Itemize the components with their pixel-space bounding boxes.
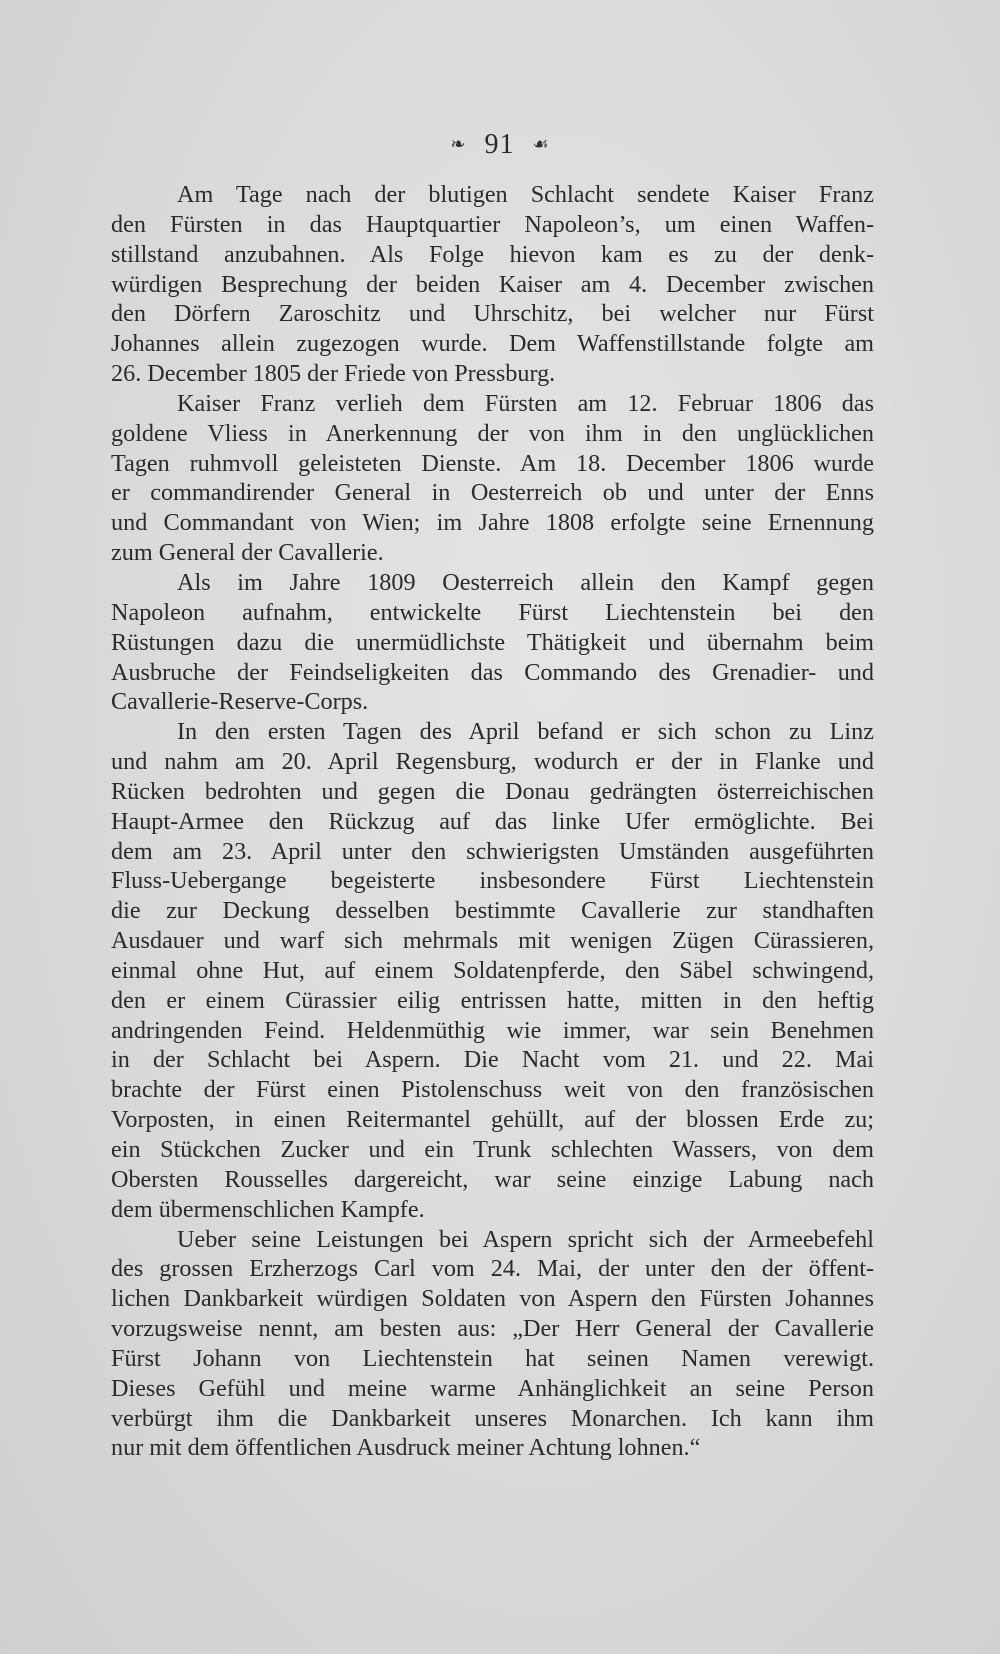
text-line: Am Tage nach der blutigen Schlacht sendete Kaiser Franz: [177, 181, 874, 208]
text-line: den Fürsten in das Hauptquartier Napoleon’s, um einen Waffen-: [111, 210, 874, 238]
text-line: Fürst Johann von Liechtenstein hat seinen Namen verewigt.: [111, 1344, 874, 1372]
text-line: brachte der Fürst einen Pistolenschuss weit von den französischen: [111, 1076, 874, 1104]
text-line: nur mit dem öffentlichen Ausdruck meiner Achtung lohnen.“: [111, 1434, 701, 1462]
text-line: den er einem Cürassier eilig entrissen hatte, mitten in den heftig: [111, 986, 874, 1014]
text-line: Napoleon aufnahm, entwickelte Fürst Liechtenstein bei den: [111, 598, 874, 626]
page-header: [0, 127, 1000, 161]
text-line: vorzugsweise nennt, am besten aus: „Der Herr General der Cavallerie: [111, 1315, 874, 1343]
text-line: des grossen Erzherzogs Carl vom 24. Mai, der unter den der öffent-: [111, 1255, 874, 1283]
text-line: dem am 23. April unter den schwierigsten Umständen ausgeführten: [111, 837, 874, 865]
text-line: andringenden Feind. Heldenmüthig wie immer, war sein Benehmen: [111, 1016, 874, 1044]
text-line: Rüstungen dazu die unermüdlichste Thätigkeit und übernahm beim: [111, 628, 874, 656]
text-line: In den ersten Tagen des April befand er sich schon zu Linz: [177, 718, 874, 746]
text-line: und Commandant von Wien; im Jahre 1808 erfolgte seine Ernennung: [111, 509, 874, 537]
text-line: goldene Vliess in Anerkennung der von ihm in den unglücklichen: [111, 419, 874, 447]
text-line: dem übermenschlichen Kampfe.: [111, 1195, 425, 1223]
text-line: lichen Dankbarkeit würdigen Soldaten von Aspern den Fürsten Johannes: [111, 1285, 874, 1313]
text-line: Tagen ruhmvoll geleisteten Dienste. Am 18. December 1806 wurde: [111, 449, 874, 477]
text-line: Haupt-Armee den Rückzug auf das linke Ufer ermöglichte. Bei: [111, 807, 874, 835]
text-line: Johannes allein zugezogen wurde. Dem Waffenstillstande folgte am: [111, 330, 874, 358]
page-number: 91: [484, 128, 515, 160]
text-line: Vorposten, in einen Reitermantel gehüllt, auf der blossen Erde zu;: [111, 1106, 874, 1134]
text-line: in der Schlacht bei Aspern. Die Nacht vom 21. und 22. Mai: [111, 1046, 874, 1074]
text-line: Ausbruche der Feindseligkeiten das Commando des Grenadier- und: [111, 658, 874, 686]
text-line: Dieses Gefühl und meine warme Anhänglichkeit an seine Person: [111, 1374, 874, 1402]
text-line: die zur Deckung desselben bestimmte Cavallerie zur standhaften: [111, 897, 874, 925]
text-line: einmal ohne Hut, auf einem Soldatenpferde, den Säbel schwingend,: [111, 956, 874, 984]
text-line: verbürgt ihm die Dankbarkeit unseres Monarchen. Ich kann ihm: [111, 1404, 874, 1432]
text-line: Fluss-Uebergange begeisterte insbesondere Fürst Liechtenstein: [111, 867, 874, 895]
right-ornament-icon: ☙: [532, 134, 550, 155]
text-line: ein Stückchen Zucker und ein Trunk schlechten Wassers, von dem: [111, 1136, 874, 1163]
text-line: 26. December 1805 der Friede von Pressburg.: [111, 360, 556, 388]
text-line: Obersten Rousselles dargereicht, war seine einzige Labung nach: [111, 1165, 874, 1193]
text-line: Kaiser Franz verlieh dem Fürsten am 12. Februar 1806 das: [177, 389, 874, 417]
left-ornament-icon: ❧: [450, 134, 467, 155]
text-line: den Dörfern Zaroschitz und Uhrschitz, bei welcher nur Fürst: [111, 300, 874, 328]
text-line: würdigen Besprechung der beiden Kaiser am 4. December zwischen: [111, 270, 874, 298]
text-line: Ueber seine Leistungen bei Aspern spricht sich der Armeebefehl: [177, 1225, 874, 1253]
text-line: Als im Jahre 1809 Oesterreich allein den Kampf gegen: [177, 568, 874, 596]
text-line: und nahm am 20. April Regensburg, wodurch er der in Flanke und: [111, 748, 874, 776]
text-line: zum General der Cavallerie.: [111, 539, 384, 567]
text-line: Ausdauer und warf sich mehrmals mit wenigen Zügen Cürassieren,: [111, 927, 874, 955]
text-line: Rücken bedrohten und gegen die Donau gedrängten österreichischen: [111, 777, 874, 805]
text-line: er commandirender General in Oesterreich ob und unter der Enns: [111, 479, 874, 507]
text-line: Cavallerie-Reserve-Corps.: [111, 688, 369, 716]
text-line: stillstand anzubahnen. Als Folge hievon kam es zu der denk-: [111, 240, 874, 268]
body-text: [111, 180, 874, 1463]
